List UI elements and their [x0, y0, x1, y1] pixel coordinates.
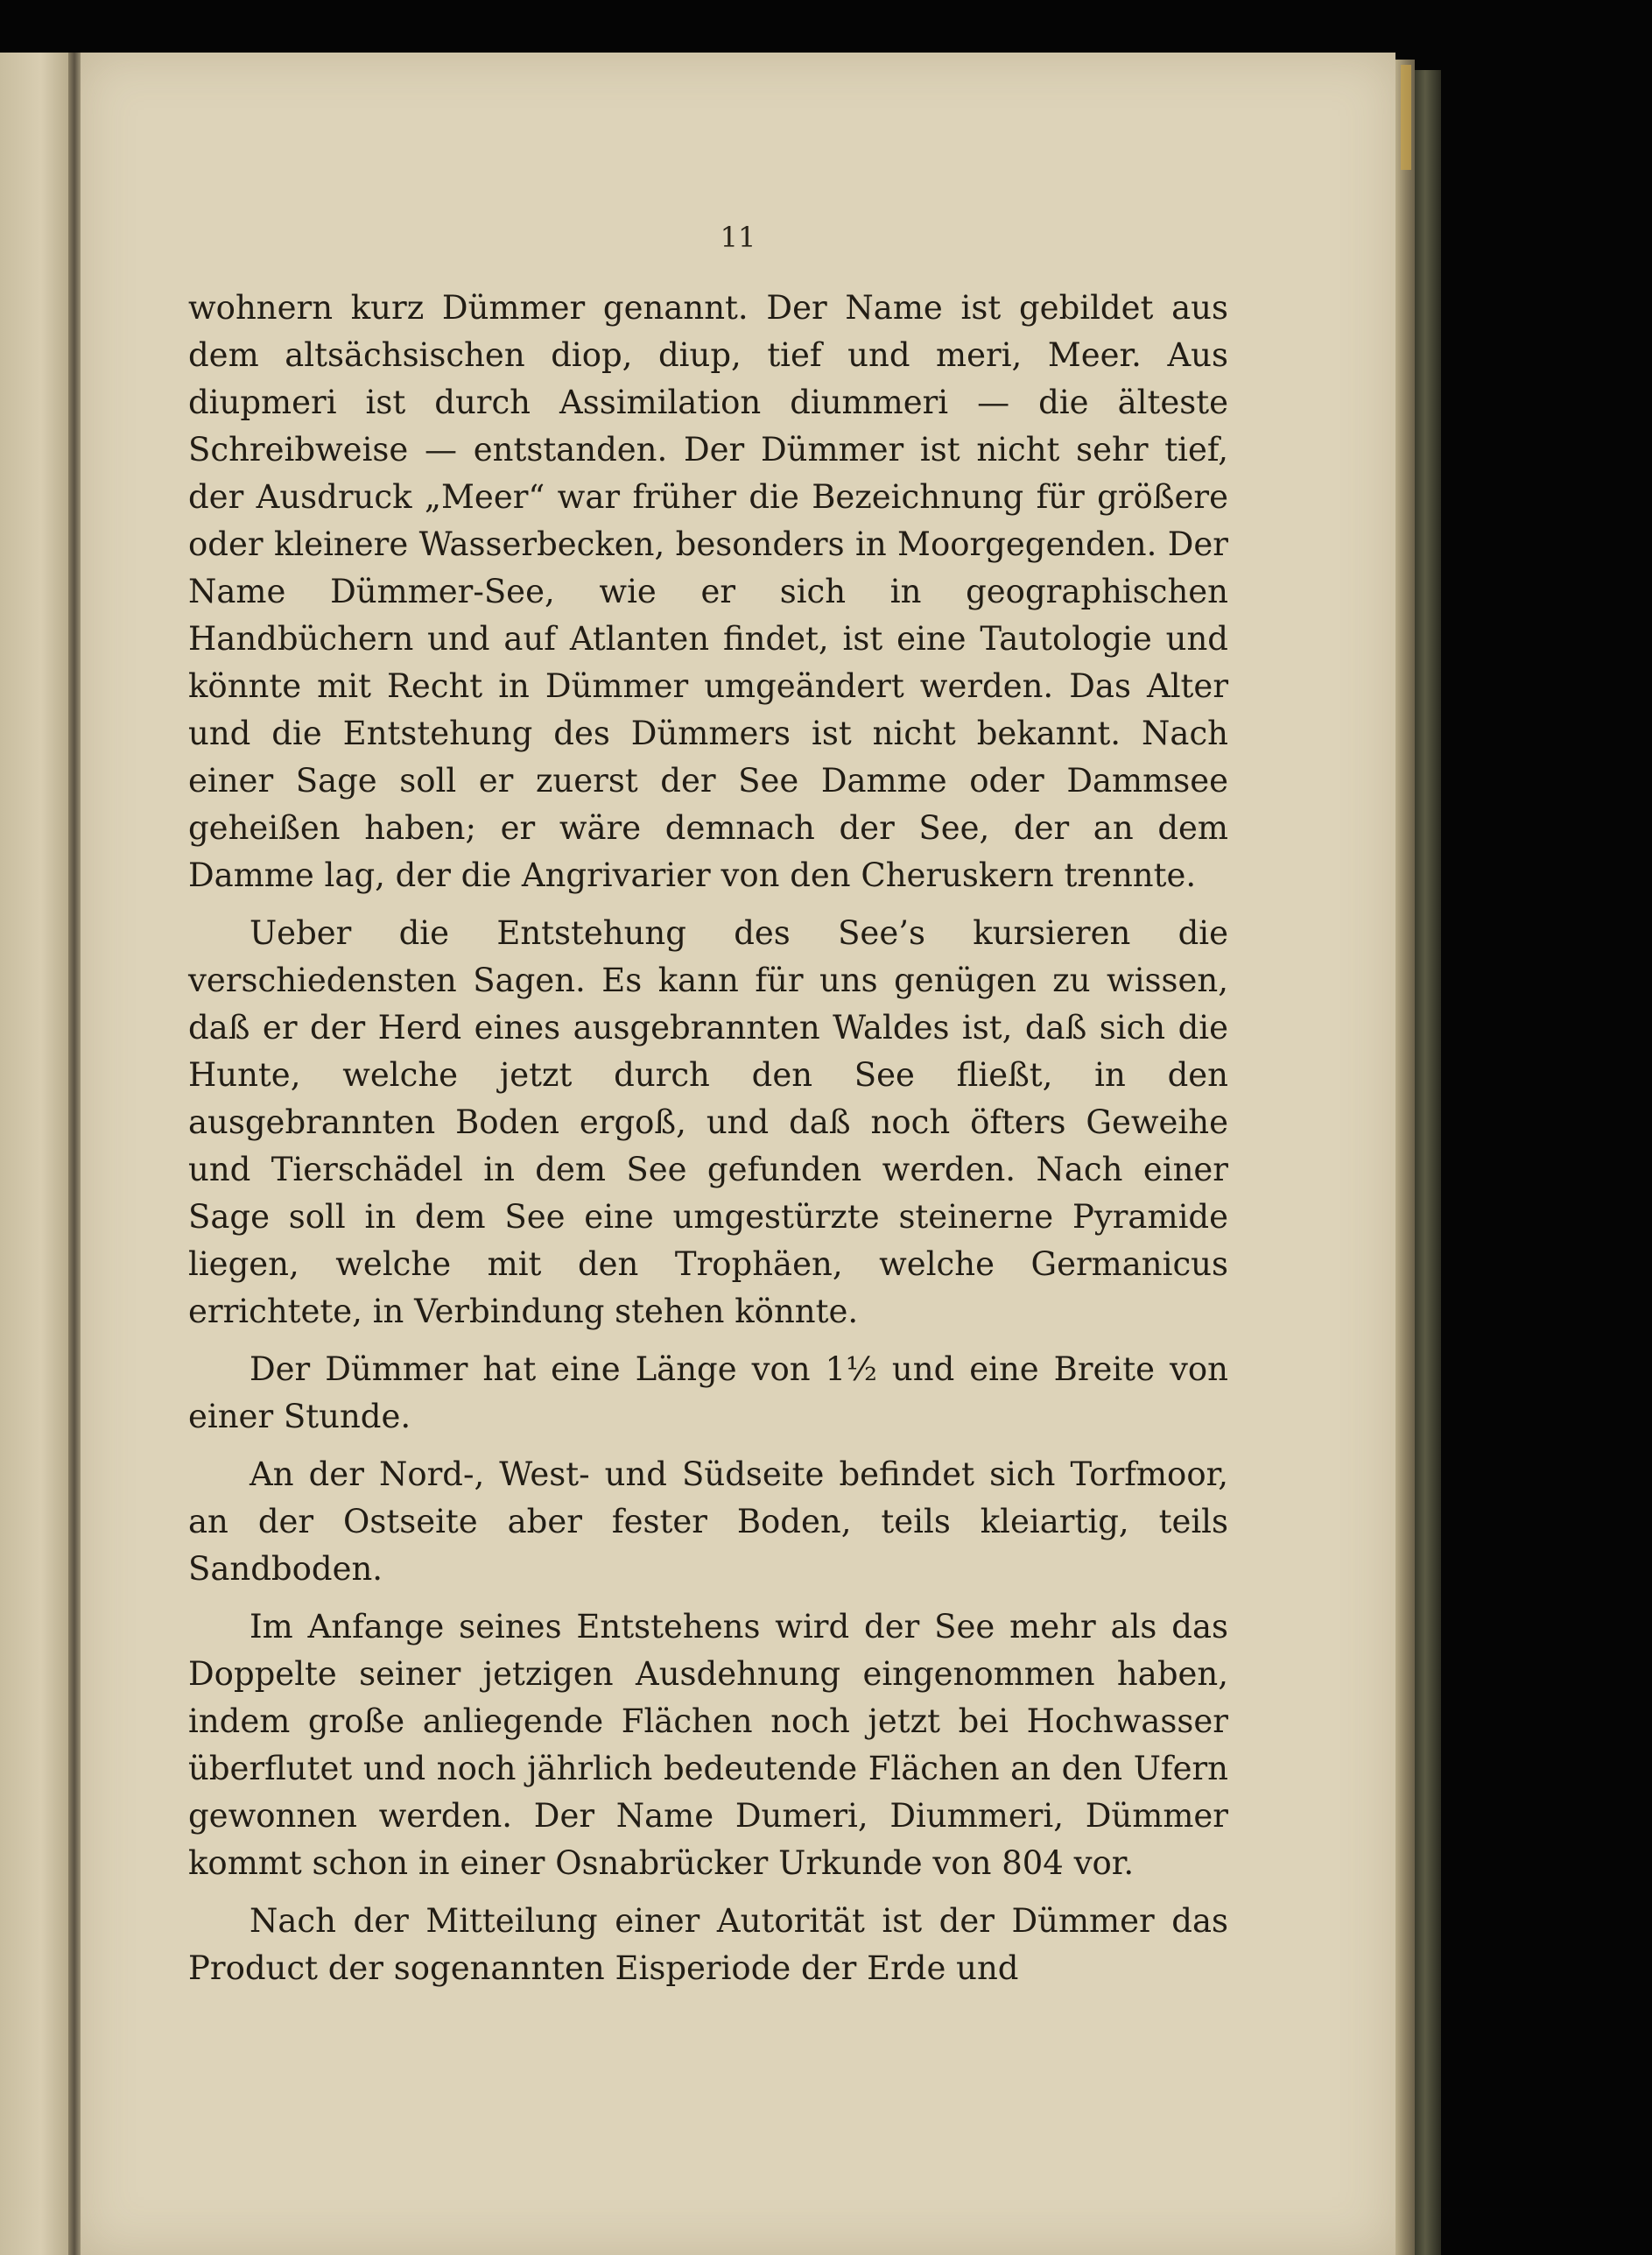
- body-text: [188, 285, 1228, 1992]
- book-gutter: [68, 53, 81, 2255]
- paragraph-6: Nach der Mitteilung einer Autorität ist der Dümmer das Product der sogenannten Eisperiode der Erde und: [188, 1902, 1228, 1987]
- paragraph-3: Der Dümmer hat eine Länge von 1½ und eine Breite von einer Stunde.: [188, 1350, 1228, 1435]
- book-cover-spine: [1415, 70, 1441, 2255]
- page-stack-edge: [1395, 60, 1415, 2255]
- page-number: 11: [720, 221, 756, 254]
- paragraph-5: Im Anfange seines Entstehens wird der See mehr als das Doppelte seiner jetzigen Ausdehnung eingenommen haben, indem große anliegende Flächen noch jetzt bei Hochwasser überflutet und noch jährlich bedeutende Flächen an den Ufern gewonnen werden. Der Name Dumeri, Diummeri, Dümmer kommt schon in einer Osnabrücker Urkunde von 804 vor.: [188, 1608, 1228, 1882]
- binding-thread: [1401, 65, 1411, 170]
- paragraph-2: Ueber die Entstehung des See’s kursieren die verschiedensten Sagen. Es kann für uns genügen zu wissen, daß er der Herd eines ausgebrannten Waldes ist, daß sich die Hunte, welche jetzt durch den See fließt, in den ausgebrannten Boden ergoß, und daß noch öfters Geweihe und Tierschädel in dem See gefunden werden. Nach einer Sage soll in dem See eine umgestürzte steinerne Pyramide liegen, welche mit den Trophäen, welche Germanicus errichtete, in Verbindung stehen könnte.: [188, 914, 1228, 1330]
- previous-page-edge: [0, 53, 68, 2255]
- paragraph-4: An der Nord-, West- und Südseite befindet sich Torfmoor, an der Ostseite aber fester Boden, teils kleiartig, teils Sandboden.: [188, 1455, 1228, 1588]
- book-page: [81, 53, 1395, 2255]
- paragraph-1: wohnern kurz Dümmer genannt. Der Name ist gebildet aus dem altsächsischen diop, diup, tief und meri, Meer. Aus diupmeri ist durch Assimilation diummeri — die älteste Schreibweise — entstanden. Der Dümmer ist nicht sehr tief, der Ausdruck „Meer“ war früher die Bezeichnung für größere oder kleinere Wasserbecken, besonders in Moorgegenden. Der Name Dümmer-See, wie er sich in geographischen Handbüchern und auf Atlanten findet, ist eine Tautologie und könnte mit Recht in Dümmer umgeändert werden. Das Alter und die Entstehung des Dümmers ist nicht bekannt. Nach einer Sage soll er zuerst der See Damme oder Dammsee geheißen haben; er wäre demnach der See, der an dem Damme lag, der die Angrivarier von den Cheruskern trennte.: [188, 289, 1228, 894]
